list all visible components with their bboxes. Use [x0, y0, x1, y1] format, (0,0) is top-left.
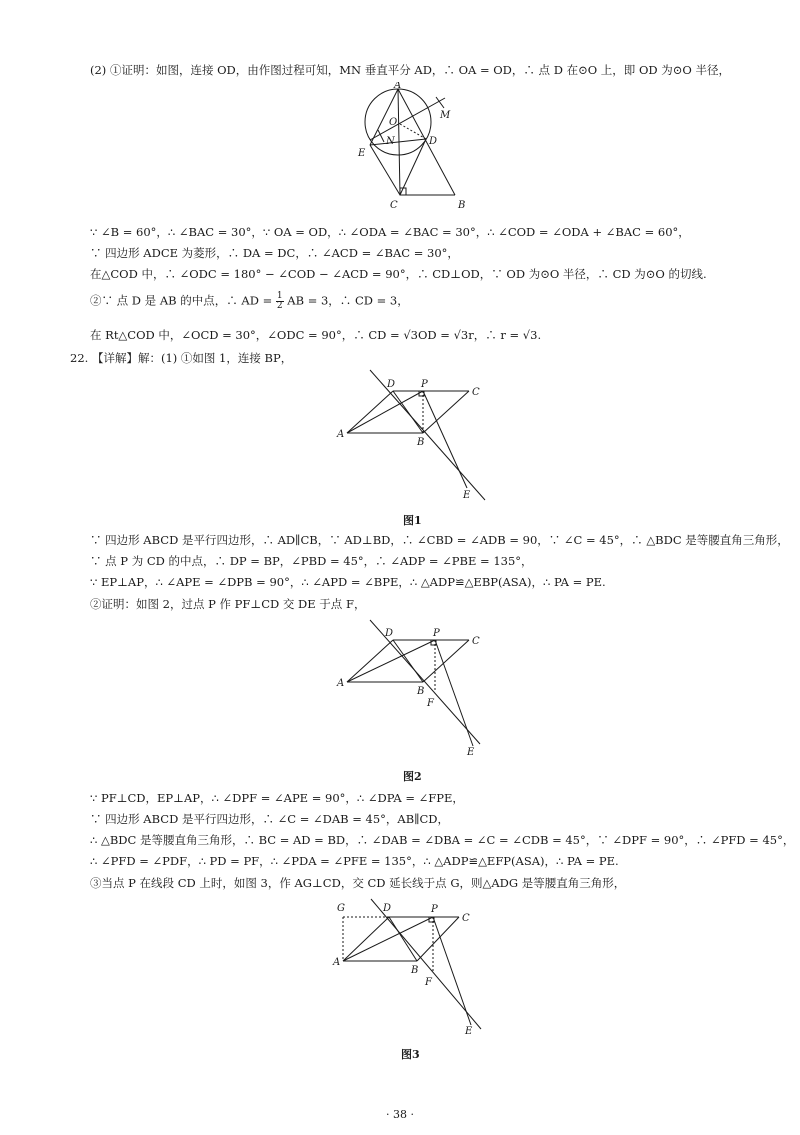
- label-a: A: [337, 678, 345, 689]
- seg-cb: [423, 391, 469, 433]
- line-mn: [370, 98, 445, 140]
- label-g: G: [337, 903, 345, 914]
- proof-line-1: (2) ①证明：如图，连接 OD，由作图过程可知，MN 垂直平分 AD，∴ OA = OD，∴ 点 D 在⊙O 上，即 OD 为⊙O 半径，: [90, 63, 730, 77]
- label-b: B: [411, 965, 419, 976]
- seg-pe: [433, 917, 471, 1025]
- label-f: F: [425, 977, 432, 988]
- seg-cb: [423, 640, 469, 682]
- label-c: C: [472, 636, 480, 647]
- seg-ap: [347, 640, 435, 682]
- question-22-heading: [70, 350, 292, 366]
- label-p: P: [431, 904, 438, 915]
- label-e: E: [463, 490, 471, 501]
- seg-ap: [343, 917, 433, 961]
- seg-ad: [343, 917, 389, 961]
- label-p: P: [433, 628, 440, 639]
- figure-3-caption: 图3: [401, 1048, 420, 1061]
- seg-ed: [370, 139, 426, 145]
- figure-1: [335, 365, 495, 505]
- q22-line-10: ③当点 P 在线段 CD 上时，如图 3，作 AG⊥CD，交 CD 延长线于点 G，则△ADG 是等腰直角三角形，: [90, 876, 626, 890]
- label-m: M: [440, 110, 451, 121]
- label-e: E: [358, 148, 366, 159]
- label-c: C: [390, 200, 398, 211]
- seg-ap: [347, 391, 423, 433]
- label-d: D: [429, 136, 438, 147]
- seg-db: [393, 640, 423, 682]
- seg-od: [400, 124, 426, 139]
- q22-line-9: ∴ ∠PFD = ∠PDF，∴ PD = PF，∴ ∠PDA = ∠PFE = 135°，∴ △ADP≌△EFP(ASA)，∴ PA = PE.: [90, 854, 619, 868]
- proof-line-3: ∵ 四边形 ADCE 为菱形，∴ DA = DC，∴ ∠ACD = ∠BAC = 30°，: [90, 246, 459, 260]
- page-number: · 38 ·: [386, 1108, 414, 1121]
- label-b: B: [417, 437, 425, 448]
- proof-line-6: 在 Rt△COD 中，∠OCD = 30°，∠ODC = 90°，∴ CD = √3OD = √3r，∴ r = √3.: [90, 328, 542, 342]
- seg-cb: [417, 917, 459, 961]
- seg-pe: [423, 391, 467, 488]
- label-o: O: [389, 117, 398, 128]
- figure-1-caption: 图1: [403, 514, 422, 527]
- label-b: B: [458, 200, 466, 211]
- label-a: A: [394, 82, 402, 91]
- label-f: F: [427, 698, 434, 709]
- seg-ad: [347, 391, 393, 433]
- label-e: E: [465, 1026, 473, 1037]
- label-e: E: [467, 747, 475, 758]
- figure-2-caption: 图2: [403, 770, 422, 783]
- q22-line-6: ∵ PF⊥CD，EP⊥AP，∴ ∠DPF = ∠APE = 90°，∴ ∠DPA = ∠FPE，: [90, 791, 464, 805]
- proof-line-5-b: AB = 3，∴ CD = 3，: [287, 293, 409, 308]
- proof-line-2: ∵ ∠B = 60°，∴ ∠BAC = 30°，∵ OA = OD，∴ ∠ODA = ∠BAC = 30°，∴ ∠COD = ∠ODA + ∠BAC = 60°，: [90, 225, 690, 239]
- label-c: C: [472, 387, 480, 398]
- q22-line-4: ∵ EP⊥AP，∴ ∠APE = ∠DPB = 90°，∴ ∠APD = ∠BPE，∴ △ADP≌△EBP(ASA)，∴ PA = PE.: [90, 575, 606, 589]
- q22-line-3: ∵ 点 P 为 CD 的中点，∴ DP = BP，∠PBD = 45°，∴ ∠ADP = ∠PBE = 135°，: [90, 554, 533, 568]
- proof-line-5-a: ②∵ 点 D 是 AB 的中点，∴ AD =: [90, 293, 273, 308]
- label-d: D: [383, 903, 392, 914]
- label-d: D: [385, 628, 394, 639]
- proof-line-4: 在△COD 中，∴ ∠ODC = 180° − ∠COD − ∠ACD = 90°，∴ CD⊥OD，∵ OD 为⊙O 半径，∴ CD 为⊙O 的切线.: [90, 267, 707, 281]
- q22-line-1: 【详解】解：(1) ①如图 1，连接 BP，: [91, 351, 293, 365]
- q22-line-8: ∴ △BDC 是等腰直角三角形，∴ BC = AD = BD，∴ ∠DAB = ∠DBA = ∠C = ∠CDB = 45°，∵ ∠DPF = 90°，∴ ∠PFD = 45°，: [90, 833, 795, 847]
- label-a: A: [337, 429, 345, 440]
- q22-line-7: ∵ 四边形 ABCD 是平行四边形，∴ ∠C = ∠DAB = 45°，AB∥CD，: [90, 812, 450, 826]
- label-c: C: [462, 913, 470, 924]
- label-a: A: [333, 957, 341, 968]
- seg-db: [393, 391, 423, 433]
- seg-ad: [347, 640, 393, 682]
- proof-line-5: [90, 292, 409, 311]
- seg-dc: [400, 139, 426, 195]
- fraction-half: $\frac{1}{2}$: [276, 291, 283, 311]
- figure-3: [325, 897, 495, 1037]
- label-d: D: [387, 379, 396, 390]
- seg-db: [389, 917, 417, 961]
- label-b: B: [417, 686, 425, 697]
- label-p: P: [421, 379, 428, 390]
- question-number: 22.: [70, 351, 89, 365]
- q22-line-5: ②证明：如图 2，过点 P 作 PF⊥CD 交 DE 于点 F，: [90, 597, 366, 611]
- label-n: N: [386, 136, 395, 147]
- q22-line-2: ∵ 四边形 ABCD 是平行四边形，∴ AD∥CB，∵ AD⊥BD，∴ ∠CBD = ∠ADB = 90，∵ ∠C = 45°，∴ △BDC 是等腰直角三角形，: [90, 533, 789, 547]
- figure-circle-rhombus: [350, 82, 480, 212]
- figure-2: [335, 618, 495, 758]
